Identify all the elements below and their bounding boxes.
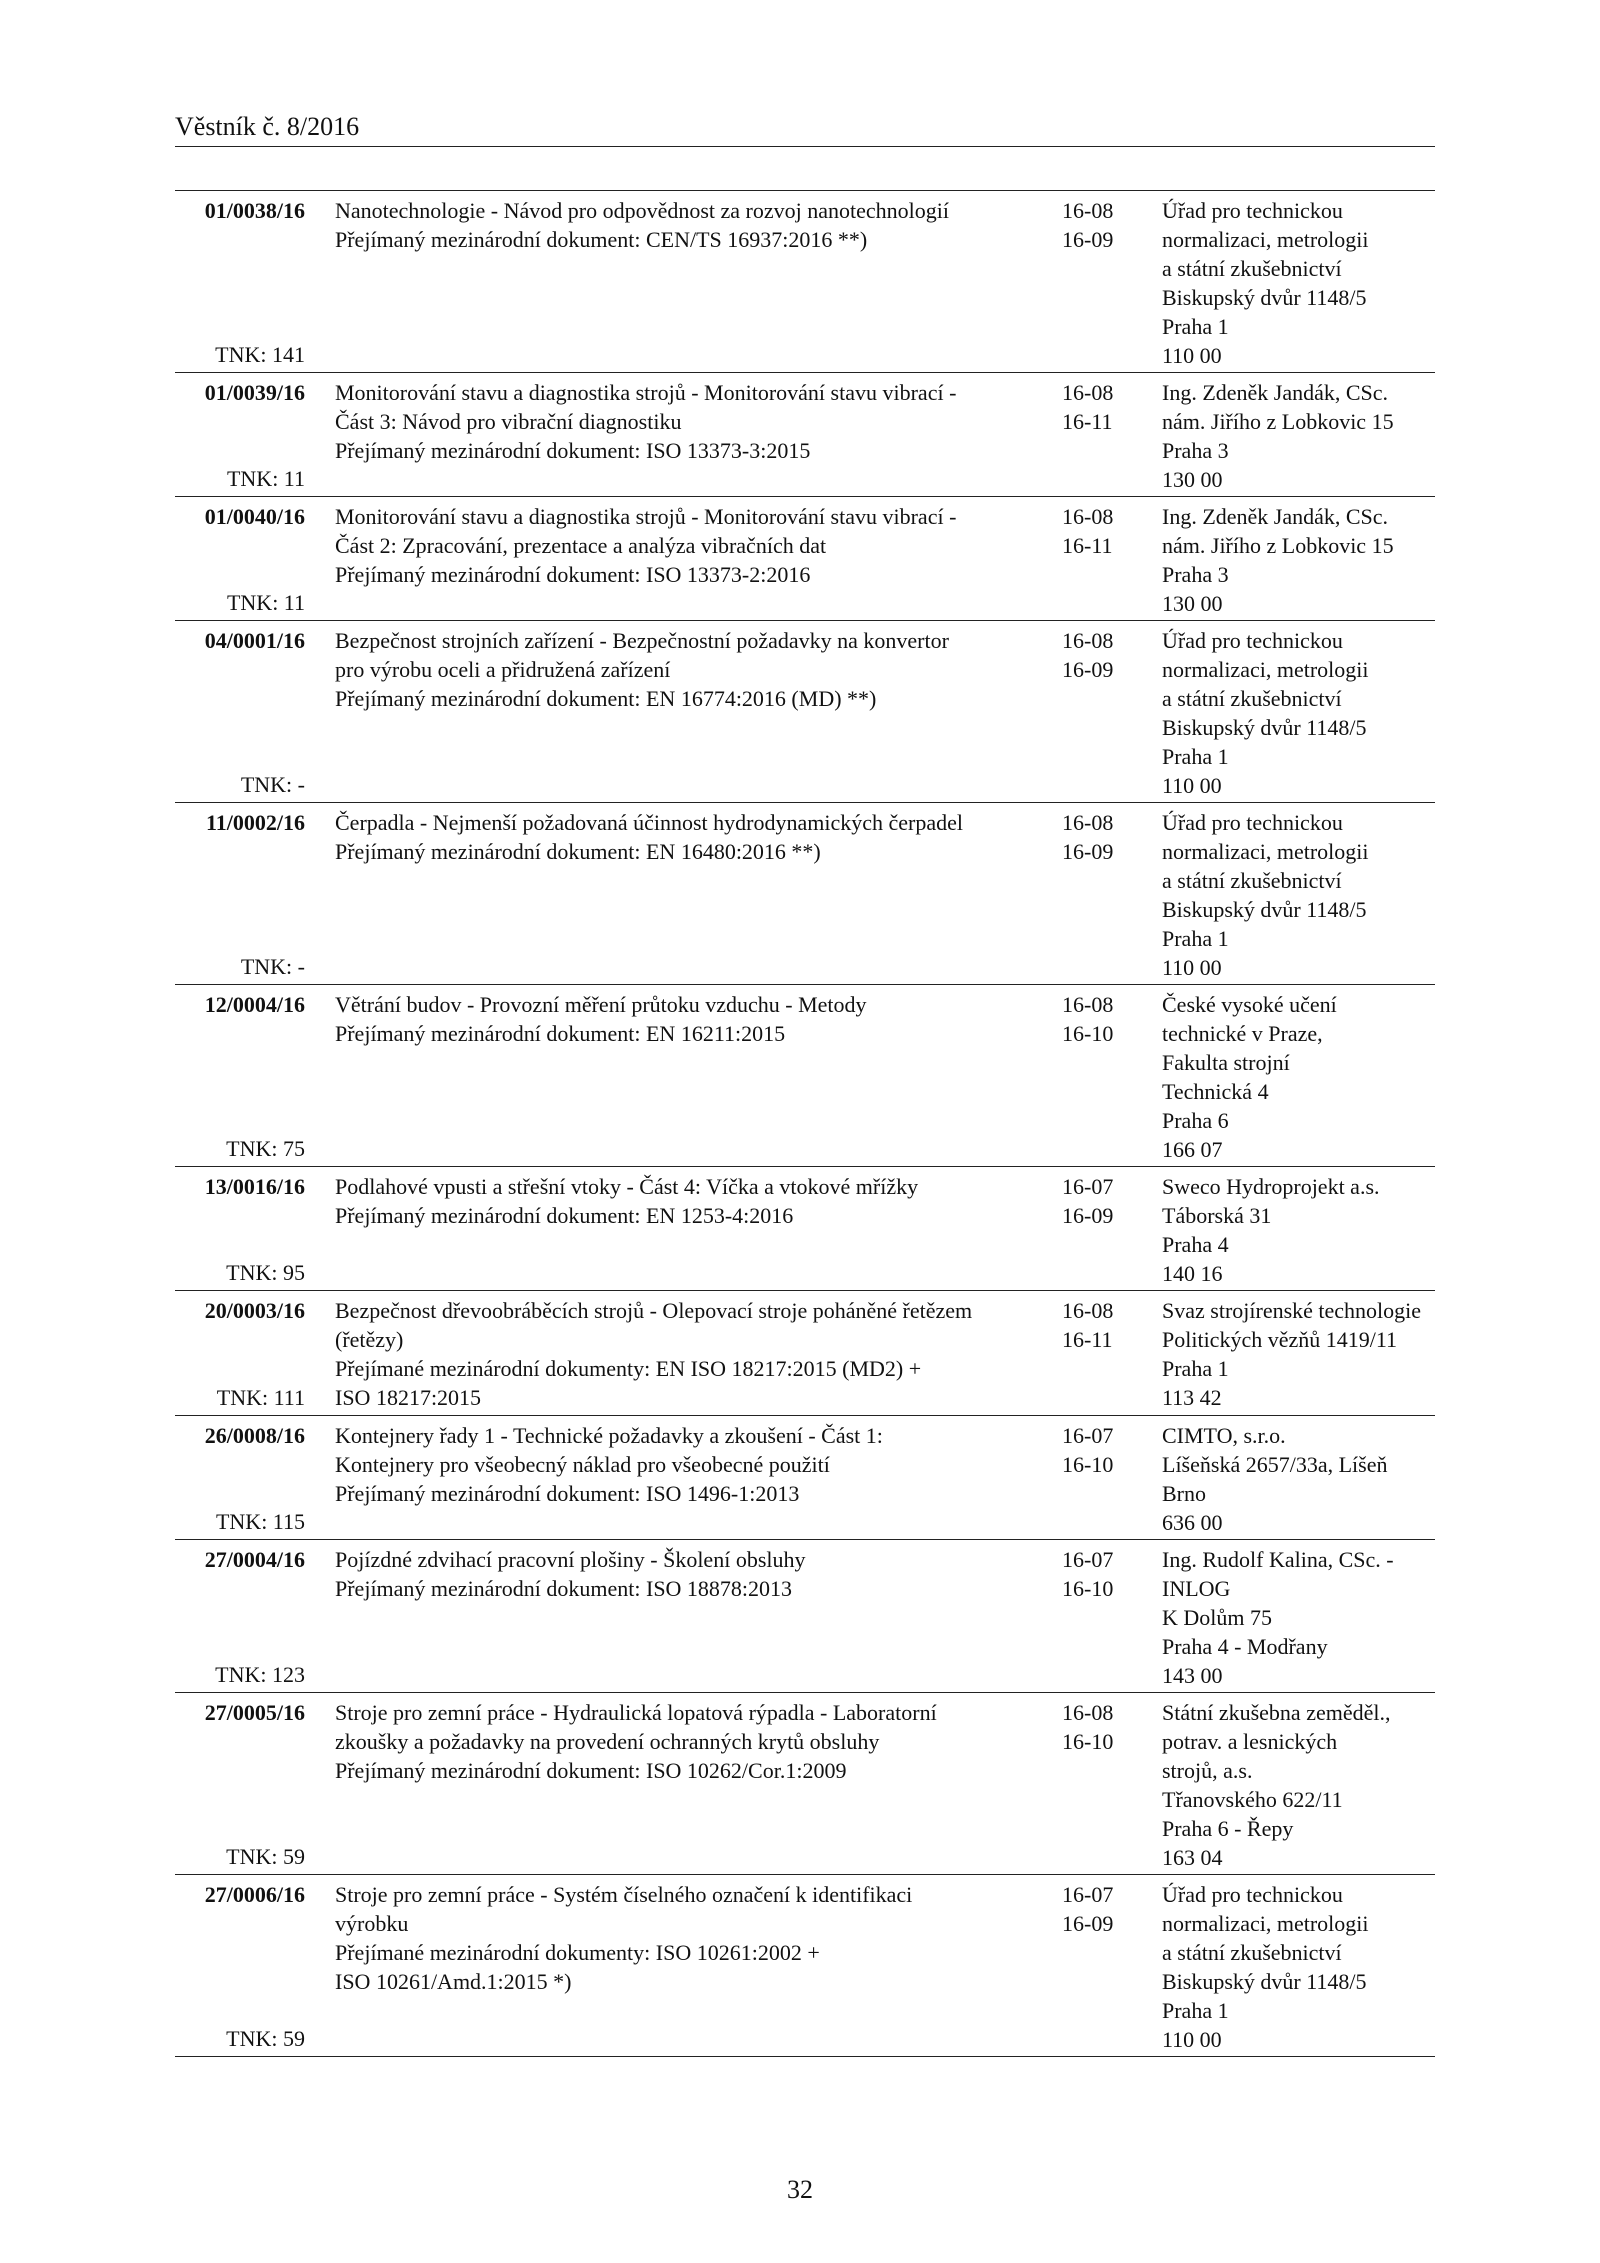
address-line: Biskupský dvůr 1148/5	[1162, 285, 1367, 310]
date-value: 16-09	[1062, 1203, 1114, 1228]
processor-address-cell	[1162, 378, 1442, 494]
dates-cell	[1062, 1880, 1142, 1938]
title-line: Větrání budov - Provozní měření průtoku vzduchu - Metody	[335, 992, 867, 1017]
journal-title: Věstník č. 8/2016	[175, 112, 360, 141]
date-value: 16-10	[1062, 1729, 1114, 1754]
address-line: 130 00	[1162, 591, 1223, 616]
address-line: normalizaci, metrologii	[1162, 227, 1369, 252]
title-line: Přejímané mezinárodní dokumenty: EN ISO 18217:2015 (MD2) +	[335, 1356, 922, 1381]
date-value: 16-10	[1062, 1452, 1114, 1477]
processor-address-cell	[1162, 990, 1442, 1164]
address-line: 166 07	[1162, 1137, 1223, 1162]
standard-code: 12/0004/16	[204, 992, 305, 1017]
row-id-cell	[175, 1698, 305, 1871]
address-line: Úřad pro technickou	[1162, 628, 1343, 653]
address-line: CIMTO, s.r.o.	[1162, 1423, 1286, 1448]
row-id-cell	[175, 196, 305, 369]
standard-code: 27/0005/16	[204, 1700, 305, 1725]
processor-address-cell	[1162, 626, 1442, 800]
standard-code: 27/0006/16	[204, 1882, 305, 1907]
title-line: Bezpečnost dřevoobráběcích strojů - Olepovací stroje poháněné řetězem	[335, 1298, 973, 1323]
address-line: 110 00	[1162, 2027, 1222, 2052]
title-line: Přejímaný mezinárodní dokument: ISO 18878:2013	[335, 1576, 793, 1601]
row-id-cell	[175, 378, 305, 493]
tnk-number: TNK: 123	[215, 1662, 305, 1687]
address-line: Praha 1	[1162, 1998, 1229, 2023]
address-line: 140 16	[1162, 1261, 1223, 1286]
row-id-cell	[175, 1545, 305, 1689]
address-line: Úřad pro technickou	[1162, 810, 1343, 835]
date-value: 16-09	[1062, 227, 1114, 252]
dates-cell	[1062, 1296, 1142, 1354]
address-line: strojů, a.s.	[1162, 1758, 1253, 1783]
standard-title-cell	[335, 808, 1055, 866]
date-value: 16-09	[1062, 839, 1114, 864]
processor-address-cell	[1162, 1880, 1442, 2054]
table-row	[175, 1167, 1435, 1291]
address-line: nám. Jiřího z Lobkovic 15	[1162, 533, 1394, 558]
address-line: Praha 1	[1162, 926, 1229, 951]
tnk-number: TNK: -	[240, 772, 305, 797]
address-line: nám. Jiřího z Lobkovic 15	[1162, 409, 1394, 434]
standard-code: 11/0002/16	[205, 810, 305, 835]
standard-title-cell	[335, 1296, 1055, 1412]
title-line: Monitorování stavu a diagnostika strojů - Monitorování stavu vibrací -	[335, 504, 957, 529]
title-line: Přejímaný mezinárodní dokument: EN 1253-4:2016	[335, 1203, 794, 1228]
table-row	[175, 1416, 1435, 1540]
title-line: Přejímaný mezinárodní dokument: ISO 10262/Cor.1:2009	[335, 1758, 847, 1783]
dates-cell	[1062, 378, 1142, 436]
title-line: Bezpečnost strojních zařízení - Bezpečnostní požadavky na konvertor	[335, 628, 949, 653]
tnk-number: TNK: -	[240, 954, 305, 979]
address-line: 113 42	[1162, 1385, 1222, 1410]
standard-code: 04/0001/16	[204, 628, 305, 653]
title-line: ISO 10261/Amd.1:2015 *)	[335, 1969, 572, 1994]
title-line: výrobku	[335, 1911, 409, 1936]
date-value: 16-09	[1062, 657, 1114, 682]
standard-code: 01/0038/16	[204, 198, 305, 223]
standard-title-cell	[335, 1421, 1055, 1508]
address-line: 143 00	[1162, 1663, 1223, 1688]
title-line: Čerpadla - Nejmenší požadovaná účinnost hydrodynamických čerpadel	[335, 810, 963, 835]
title-line: Přejímaný mezinárodní dokument: ISO 1496-1:2013	[335, 1481, 800, 1506]
title-line: Podlahové vpusti a střešní vtoky - Část 4: Víčka a vtokové mřížky	[335, 1174, 919, 1199]
date-value: 16-08	[1062, 1298, 1114, 1323]
standard-code: 01/0040/16	[204, 504, 305, 529]
tnk-number: TNK: 59	[226, 2026, 305, 2051]
title-line: zkoušky a požadavky na provedení ochranných krytů obsluhy	[335, 1729, 880, 1754]
table-row	[175, 985, 1435, 1167]
title-line: ISO 18217:2015	[335, 1385, 482, 1410]
address-line: a státní zkušebnictví	[1162, 868, 1342, 893]
address-line: Praha 6 - Řepy	[1162, 1816, 1294, 1841]
dates-cell	[1062, 990, 1142, 1048]
dates-cell	[1062, 1172, 1142, 1230]
title-line: Monitorování stavu a diagnostika strojů - Monitorování stavu vibrací -	[335, 380, 957, 405]
date-value: 16-11	[1062, 1327, 1113, 1352]
title-line: Přejímaný mezinárodní dokument: CEN/TS 16937:2016 **)	[335, 227, 868, 252]
date-value: 16-10	[1062, 1021, 1114, 1046]
table-row	[175, 621, 1435, 803]
dates-cell	[1062, 626, 1142, 684]
address-line: Fakulta strojní	[1162, 1050, 1290, 1075]
tnk-number: TNK: 141	[215, 342, 305, 367]
address-line: a státní zkušebnictví	[1162, 256, 1342, 281]
page-header	[175, 110, 1435, 147]
address-line: Praha 3	[1162, 562, 1229, 587]
standard-code: 01/0039/16	[204, 380, 305, 405]
address-line: a státní zkušebnictví	[1162, 686, 1342, 711]
standard-title-cell	[335, 1545, 1055, 1603]
date-value: 16-11	[1062, 533, 1113, 558]
address-line: normalizaci, metrologii	[1162, 657, 1369, 682]
address-line: Technická 4	[1162, 1079, 1269, 1104]
date-value: 16-11	[1062, 409, 1113, 434]
date-value: 16-08	[1062, 992, 1114, 1017]
address-line: Praha 6	[1162, 1108, 1229, 1133]
address-line: 110 00	[1162, 773, 1222, 798]
tnk-number: TNK: 95	[226, 1260, 305, 1285]
tnk-number: TNK: 75	[226, 1136, 305, 1161]
tnk-number: TNK: 11	[226, 590, 305, 615]
address-line: Třanovského 622/11	[1162, 1787, 1343, 1812]
title-line: pro výrobu oceli a přidružená zařízení	[335, 657, 671, 682]
processor-address-cell	[1162, 1296, 1442, 1412]
address-line: Praha 4	[1162, 1232, 1229, 1257]
title-line: Přejímaný mezinárodní dokument: ISO 13373-2:2016	[335, 562, 811, 587]
standard-code: 26/0008/16	[204, 1423, 305, 1448]
title-line: Přejímaný mezinárodní dokument: EN 16774:2016 (MD) **)	[335, 686, 877, 711]
title-line: Nanotechnologie - Návod pro odpovědnost za rozvoj nanotechnologií	[335, 198, 950, 223]
address-line: Praha 1	[1162, 1356, 1229, 1381]
table-row	[175, 1875, 1435, 2057]
table-row	[175, 1540, 1435, 1693]
row-id-cell	[175, 1296, 305, 1412]
row-id-cell	[175, 1421, 305, 1536]
title-line: Kontejnery pro všeobecný náklad pro všeobecné použití	[335, 1452, 830, 1477]
address-line: normalizaci, metrologii	[1162, 839, 1369, 864]
address-line: INLOG	[1162, 1576, 1231, 1601]
title-line: Pojízdné zdvihací pracovní plošiny - Školení obsluhy	[335, 1547, 806, 1572]
processor-address-cell	[1162, 1421, 1442, 1537]
processor-address-cell	[1162, 196, 1442, 370]
standard-title-cell	[335, 626, 1055, 713]
address-line: Praha 3	[1162, 438, 1229, 463]
row-id-cell	[175, 1172, 305, 1287]
table-row	[175, 1693, 1435, 1875]
dates-cell	[1062, 1421, 1142, 1479]
address-line: 636 00	[1162, 1510, 1223, 1535]
date-value: 16-08	[1062, 810, 1114, 835]
row-id-cell	[175, 1880, 305, 2053]
address-line: technické v Praze,	[1162, 1021, 1323, 1046]
dates-cell	[1062, 1545, 1142, 1603]
address-line: Biskupský dvůr 1148/5	[1162, 897, 1367, 922]
standard-title-cell	[335, 990, 1055, 1048]
dates-cell	[1062, 502, 1142, 560]
processor-address-cell	[1162, 1698, 1442, 1872]
row-id-cell	[175, 808, 305, 981]
tnk-number: TNK: 59	[226, 1844, 305, 1869]
address-line: Praha 1	[1162, 744, 1229, 769]
address-line: Státní zkušebna zeměděl.,	[1162, 1700, 1391, 1725]
date-value: 16-09	[1062, 1911, 1114, 1936]
address-line: Líšeňská 2657/33a, Líšeň	[1162, 1452, 1388, 1477]
date-value: 16-08	[1062, 628, 1114, 653]
address-line: Táborská 31	[1162, 1203, 1272, 1228]
title-line: Stroje pro zemní práce - Hydraulická lopatová rýpadla - Laboratorní	[335, 1700, 937, 1725]
dates-cell	[1062, 1698, 1142, 1756]
address-line: Svaz strojírenské technologie	[1162, 1298, 1422, 1323]
address-line: 110 00	[1162, 343, 1222, 368]
address-line: a státní zkušebnictví	[1162, 1940, 1342, 1965]
title-line: Přejímané mezinárodní dokumenty: ISO 10261:2002 +	[335, 1940, 820, 1965]
row-id-cell	[175, 626, 305, 799]
title-line: Část 2: Zpracování, prezentace a analýza vibračních dat	[335, 533, 827, 558]
standard-title-cell	[335, 378, 1055, 465]
title-line: Kontejnery řady 1 - Technické požadavky a zkoušení - Část 1:	[335, 1423, 883, 1448]
address-line: 110 00	[1162, 955, 1222, 980]
date-value: 16-10	[1062, 1576, 1114, 1601]
dates-cell	[1062, 808, 1142, 866]
address-line: normalizaci, metrologii	[1162, 1911, 1369, 1936]
date-value: 16-07	[1062, 1423, 1114, 1448]
date-value: 16-08	[1062, 1700, 1114, 1725]
processor-address-cell	[1162, 502, 1442, 618]
address-line: K Dolům 75	[1162, 1605, 1272, 1630]
standard-code: 20/0003/16	[204, 1298, 305, 1323]
date-value: 16-07	[1062, 1882, 1114, 1907]
title-line: Část 3: Návod pro vibrační diagnostiku	[335, 409, 682, 434]
title-line: (řetězy)	[335, 1327, 404, 1352]
tnk-number: TNK: 111	[216, 1385, 305, 1410]
address-line: Ing. Zdeněk Jandák, CSc.	[1162, 380, 1389, 405]
title-line: Přejímaný mezinárodní dokument: ISO 13373-3:2015	[335, 438, 811, 463]
dates-cell	[1062, 196, 1142, 254]
table-row	[175, 373, 1435, 497]
date-value: 16-07	[1062, 1547, 1114, 1572]
address-line: Úřad pro technickou	[1162, 1882, 1343, 1907]
processor-address-cell	[1162, 1545, 1442, 1690]
address-line: Praha 4 - Modřany	[1162, 1634, 1328, 1659]
date-value: 16-08	[1062, 198, 1114, 223]
address-line: 163 04	[1162, 1845, 1223, 1870]
tnk-number: TNK: 115	[215, 1509, 305, 1534]
standard-title-cell	[335, 502, 1055, 589]
standard-code: 27/0004/16	[204, 1547, 305, 1572]
address-line: Biskupský dvůr 1148/5	[1162, 1969, 1367, 1994]
table-row	[175, 1291, 1435, 1416]
table-row	[175, 191, 1435, 373]
standard-title-cell	[335, 1880, 1055, 1996]
address-line: Sweco Hydroprojekt a.s.	[1162, 1174, 1380, 1199]
row-id-cell	[175, 990, 305, 1163]
address-line: Politických vězňů 1419/11	[1162, 1327, 1398, 1352]
standard-code: 13/0016/16	[204, 1174, 305, 1199]
processor-address-cell	[1162, 808, 1442, 982]
date-value: 16-08	[1062, 504, 1114, 529]
title-line: Přejímaný mezinárodní dokument: EN 16480:2016 **)	[335, 839, 821, 864]
standard-title-cell	[335, 1698, 1055, 1785]
address-line: Biskupský dvůr 1148/5	[1162, 715, 1367, 740]
address-line: potrav. a lesnických	[1162, 1729, 1338, 1754]
tnk-number: TNK: 11	[226, 466, 305, 491]
table-row	[175, 803, 1435, 985]
address-line: 130 00	[1162, 467, 1223, 492]
address-line: Ing. Rudolf Kalina, CSc. -	[1162, 1547, 1394, 1572]
standards-table	[175, 190, 1435, 2057]
title-line: Přejímaný mezinárodní dokument: EN 16211:2015	[335, 1021, 786, 1046]
date-value: 16-08	[1062, 380, 1114, 405]
address-line: Brno	[1162, 1481, 1206, 1506]
processor-address-cell	[1162, 1172, 1442, 1288]
address-line: Ing. Zdeněk Jandák, CSc.	[1162, 504, 1389, 529]
row-id-cell	[175, 502, 305, 617]
date-value: 16-07	[1062, 1174, 1114, 1199]
page-number: 32	[787, 2175, 813, 2204]
address-line: České vysoké učení	[1162, 992, 1337, 1017]
address-line: Úřad pro technickou	[1162, 198, 1343, 223]
standard-title-cell	[335, 1172, 1055, 1230]
standard-title-cell	[335, 196, 1055, 254]
table-row	[175, 497, 1435, 621]
title-line: Stroje pro zemní práce - Systém číselného označení k identifikaci	[335, 1882, 913, 1907]
address-line: Praha 1	[1162, 314, 1229, 339]
